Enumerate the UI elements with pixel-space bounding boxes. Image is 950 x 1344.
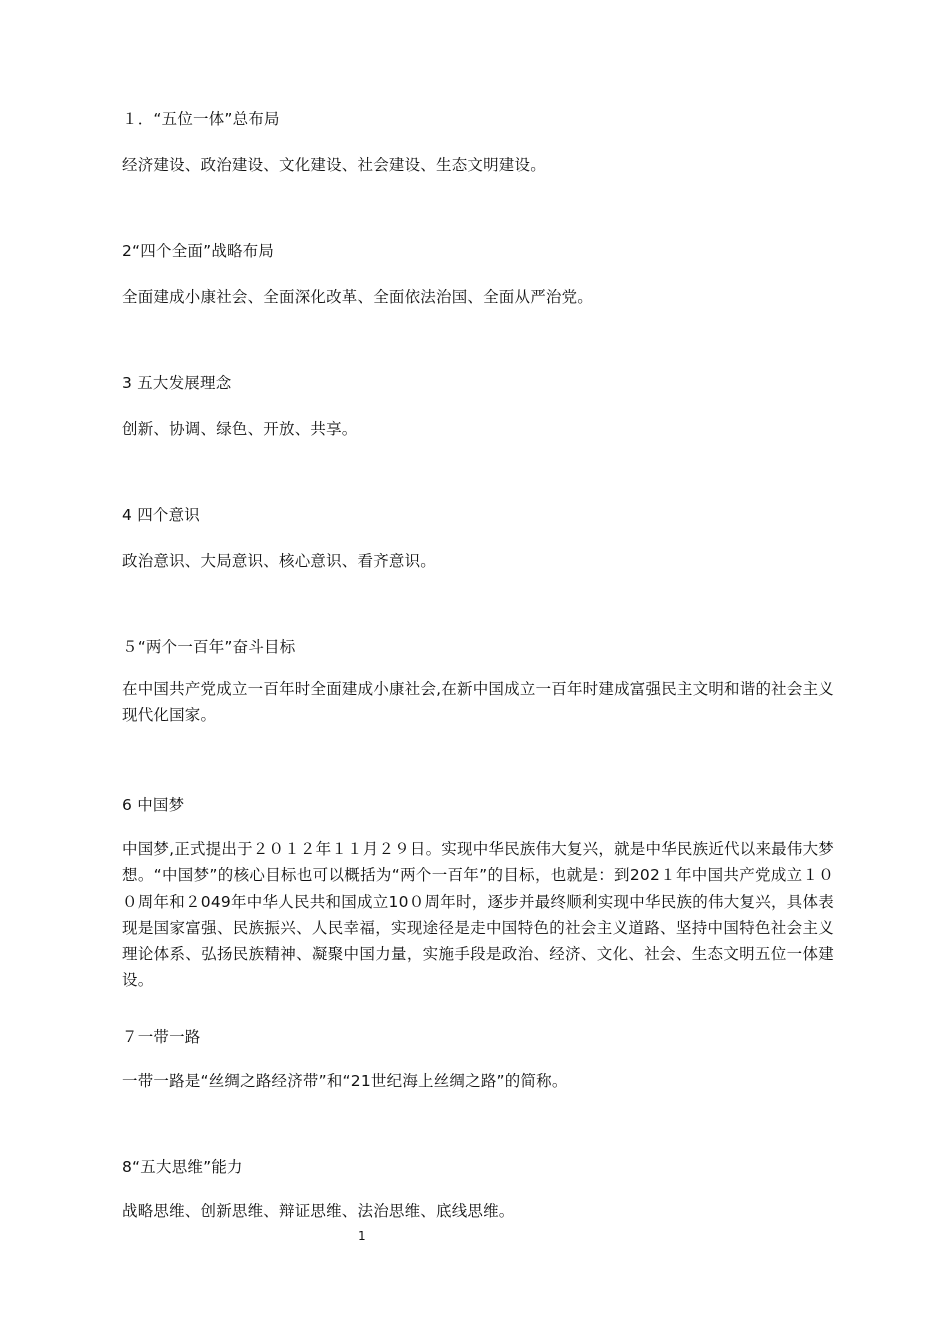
section-body: 政治意识、大局意识、核心意识、看齐意识。 [122,552,437,570]
section-body: 经济建设、政治建设、文化建设、社会建设、生态文明建设。 [122,156,546,174]
section-body: 全面建成小康社会、全面深化改革、全面依法治国、全面从严治党。 [122,288,594,306]
section-heading: 2“四个全面”战略布局 [122,242,275,260]
section-heading: ５“两个一百年”奋斗目标 [122,638,296,656]
section-heading: 3 五大发展理念 [122,374,232,392]
section-heading: １．“五位一体”总布局 [122,110,280,128]
page-number: 1 [358,1229,366,1243]
section-heading: 4 四个意识 [122,506,200,524]
section-body: 在中国共产党成立一百年时全面建成小康社会,在新中国成立一百年时建成富强民主文明和谐的社会主义现代化国家。 [122,680,834,725]
section-body: 中国梦,正式提出于２０１２年１１月２９日。实现中华民族伟大复兴，就是中华民族近代以来最伟大梦想。“中国梦”的核心目标也可以概括为“两个一百年”的目标，也就是：到202１年中国共产党成立１００周年和２049年中华人民共和国成立10０周年时，逐步并最终顺利实现中华民族的伟大复兴，具体表现是国家富强、民族振兴、人民幸福，实现途径是走中国特色的社会主义道路、坚持中国特色社会主义理论体系、弘扬民族精神、凝聚中国力量，实施手段是政治、经济、文化、社会、生态文明五位一体建设。 [122,840,834,990]
section-heading: 6 中国梦 [122,796,185,814]
section-body: 战略思维、创新思维、辩证思维、法治思维、底线思维。 [122,1202,515,1220]
section-heading: ７一带一路 [122,1028,201,1046]
section-body: 一带一路是“丝绸之路经济带”和“21世纪海上丝绸之路”的简称。 [122,1072,568,1090]
section-body: 创新、协调、绿色、开放、共享。 [122,420,358,438]
section-heading: 8“五大思维”能力 [122,1158,243,1176]
